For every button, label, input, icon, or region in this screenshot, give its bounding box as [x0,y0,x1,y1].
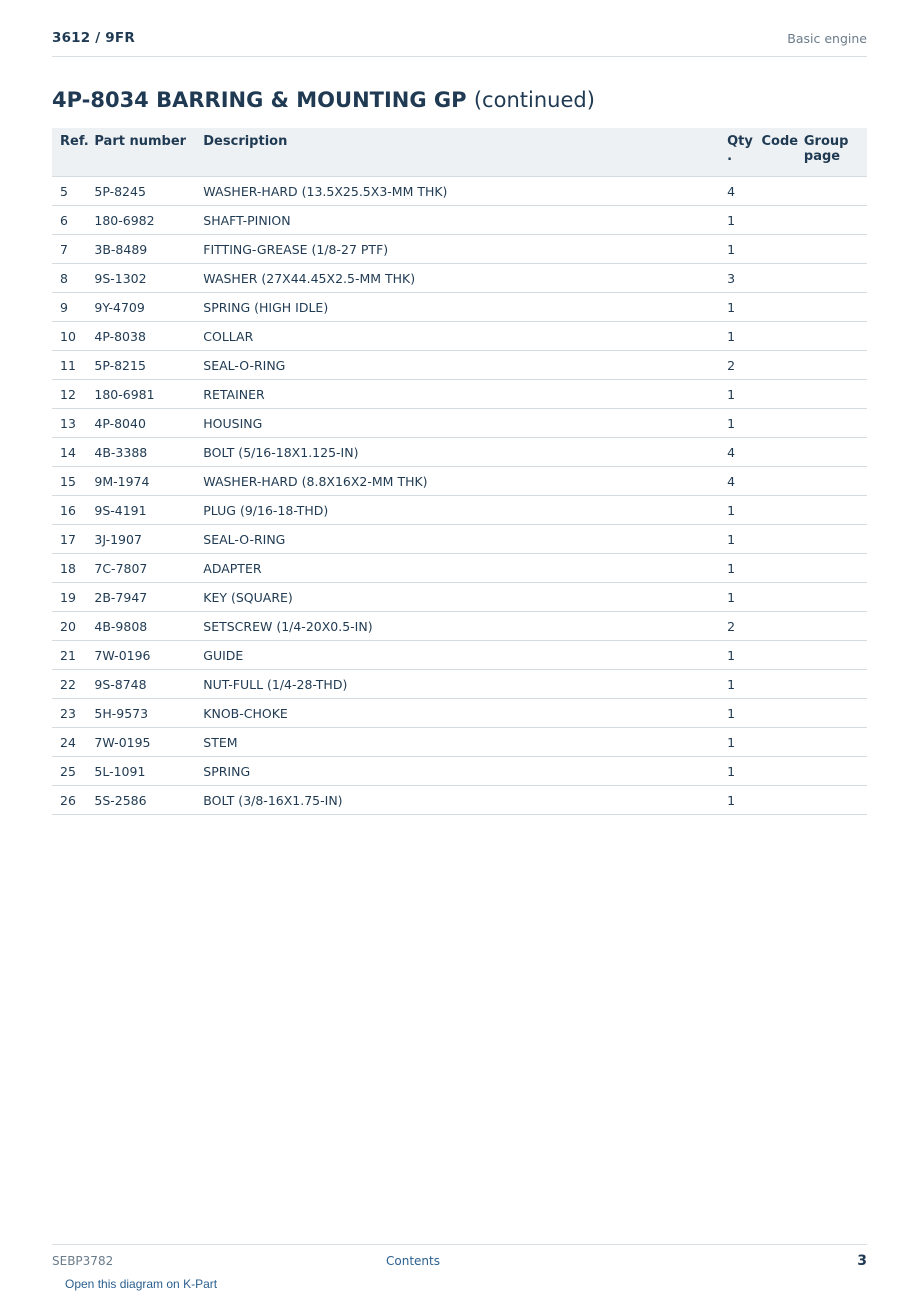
cell-qty: 1 [719,583,753,612]
cell-description: SHAFT-PINION [195,206,719,235]
cell-code [753,380,795,409]
cell-part-number: 3J-1907 [86,525,195,554]
col-header-description: Description [195,128,719,177]
cell-group-page [796,554,867,583]
cell-qty: 1 [719,525,753,554]
col-header-qty [719,128,753,177]
cell-group-page [796,525,867,554]
cell-part-number: 4B-9808 [86,612,195,641]
page-footer [52,1244,867,1275]
cell-part-number: 5H-9573 [86,699,195,728]
cell-ref: 18 [52,554,86,583]
cell-group-page [796,409,867,438]
cell-ref: 11 [52,351,86,380]
cell-qty: 1 [719,757,753,786]
cell-description: SPRING [195,757,719,786]
table-row [52,757,867,786]
cell-code [753,322,795,351]
cell-ref: 16 [52,496,86,525]
cell-description: KNOB-CHOKE [195,699,719,728]
cell-code [753,438,795,467]
cell-part-number: 4P-8038 [86,322,195,351]
cell-group-page [796,612,867,641]
table-row [52,264,867,293]
cell-group-page [796,757,867,786]
col-header-qty-line2: . [727,149,733,164]
table-row [52,293,867,322]
cell-description: ADAPTER [195,554,719,583]
cell-part-number: 5L-1091 [86,757,195,786]
cell-code [753,525,795,554]
cell-part-number: 5S-2586 [86,786,195,815]
cell-group-page [796,264,867,293]
col-header-group-page [796,128,867,177]
cell-group-page [796,583,867,612]
cell-code [753,757,795,786]
cell-qty: 1 [719,728,753,757]
cell-qty: 4 [719,177,753,206]
table-row [52,786,867,815]
cell-description: KEY (SQUARE) [195,583,719,612]
cell-ref: 13 [52,409,86,438]
table-row [52,554,867,583]
cell-group-page [796,438,867,467]
cell-description: PLUG (9/16-18-THD) [195,496,719,525]
table-row [52,351,867,380]
cell-description: WASHER (27X44.45X2.5-MM THK) [195,264,719,293]
table-row [52,235,867,264]
cell-part-number: 9S-4191 [86,496,195,525]
cell-part-number: 2B-7947 [86,583,195,612]
cell-code [753,641,795,670]
cell-qty: 1 [719,380,753,409]
cell-description: NUT-FULL (1/4-28-THD) [195,670,719,699]
table-row [52,612,867,641]
cell-description: FITTING-GREASE (1/8-27 PTF) [195,235,719,264]
table-row [52,206,867,235]
cell-code [753,699,795,728]
cell-description: COLLAR [195,322,719,351]
cell-ref: 14 [52,438,86,467]
cell-qty: 4 [719,438,753,467]
table-row [52,322,867,351]
cell-qty: 1 [719,641,753,670]
cell-description: WASHER-HARD (13.5X25.5X3-MM THK) [195,177,719,206]
cell-ref: 5 [52,177,86,206]
cell-part-number: 7W-0195 [86,728,195,757]
table-row [52,728,867,757]
cell-code [753,177,795,206]
cell-qty: 1 [719,322,753,351]
cell-ref: 12 [52,380,86,409]
cell-description: BOLT (5/16-18X1.125-IN) [195,438,719,467]
page-title [52,88,595,112]
cell-group-page [796,380,867,409]
cell-qty: 2 [719,612,753,641]
cell-qty: 3 [719,264,753,293]
cell-group-page [796,322,867,351]
cell-qty: 2 [719,351,753,380]
cell-code [753,264,795,293]
cell-code [753,612,795,641]
cell-description: STEM [195,728,719,757]
cell-qty: 1 [719,554,753,583]
cell-description: SPRING (HIGH IDLE) [195,293,719,322]
cell-ref: 25 [52,757,86,786]
cell-ref: 17 [52,525,86,554]
cell-code [753,351,795,380]
cell-ref: 22 [52,670,86,699]
cell-part-number: 9S-1302 [86,264,195,293]
cell-ref: 20 [52,612,86,641]
table-row [52,699,867,728]
col-header-ref: Ref. [52,128,86,177]
cell-qty: 1 [719,235,753,264]
col-header-code: Code [753,128,795,177]
parts-table-body [52,177,867,815]
page-header [52,28,867,57]
cell-ref: 21 [52,641,86,670]
cell-ref: 26 [52,786,86,815]
cell-ref: 6 [52,206,86,235]
cell-group-page [796,728,867,757]
table-row [52,467,867,496]
cell-part-number: 9Y-4709 [86,293,195,322]
cell-code [753,786,795,815]
cell-part-number: 9M-1974 [86,467,195,496]
cell-group-page [796,206,867,235]
cell-group-page [796,293,867,322]
cell-group-page [796,699,867,728]
cell-qty: 1 [719,786,753,815]
group-title: 4P-8034 BARRING & MOUNTING GP [52,88,467,112]
cell-group-page [796,496,867,525]
col-header-group-line1: Group [803,134,849,149]
cell-qty: 1 [719,409,753,438]
col-header-group-line2: page [803,149,841,164]
cell-code [753,409,795,438]
header-row [52,128,867,177]
document-id: SEBP3782 [52,1254,114,1268]
table-row [52,438,867,467]
cell-group-page [796,641,867,670]
table-row [52,496,867,525]
table-row [52,525,867,554]
cell-group-page [796,235,867,264]
cell-part-number: 4B-3388 [86,438,195,467]
page-number: 3 [857,1253,867,1269]
cell-code [753,293,795,322]
cell-code [753,467,795,496]
contents-link[interactable]: Contents [386,1254,440,1268]
table-row [52,670,867,699]
cell-group-page [796,351,867,380]
cell-code [753,728,795,757]
cell-description: RETAINER [195,380,719,409]
cell-part-number: 9S-8748 [86,670,195,699]
cell-ref: 19 [52,583,86,612]
table-row [52,409,867,438]
cell-part-number: 5P-8215 [86,351,195,380]
cell-qty: 1 [719,699,753,728]
table-row [52,380,867,409]
cell-code [753,670,795,699]
cell-part-number: 180-6982 [86,206,195,235]
cell-part-number: 180-6981 [86,380,195,409]
cell-part-number: 5P-8245 [86,177,195,206]
cell-part-number: 7C-7807 [86,554,195,583]
cell-ref: 23 [52,699,86,728]
cell-qty: 1 [719,206,753,235]
parts-table-header [52,128,867,177]
cell-description: GUIDE [195,641,719,670]
cell-description: SETSCREW (1/4-20X0.5-IN) [195,612,719,641]
cell-qty: 1 [719,293,753,322]
cell-ref: 8 [52,264,86,293]
cell-part-number: 3B-8489 [86,235,195,264]
cell-group-page [796,670,867,699]
cell-group-page [796,177,867,206]
cell-qty: 4 [719,467,753,496]
cell-group-page [796,786,867,815]
cell-code [753,496,795,525]
cell-ref: 15 [52,467,86,496]
parts-table [52,128,867,815]
cell-ref: 7 [52,235,86,264]
cell-ref: 9 [52,293,86,322]
cell-qty: 1 [719,496,753,525]
cell-description: HOUSING [195,409,719,438]
col-header-qty-line1: Qty [727,134,753,149]
table-row [52,583,867,612]
cell-part-number: 7W-0196 [86,641,195,670]
open-kpart-link[interactable]: Open this diagram on K-Part [65,1277,218,1291]
cell-code [753,554,795,583]
table-row [52,177,867,206]
cell-qty: 1 [719,670,753,699]
table-row [52,641,867,670]
section-label: Basic engine [787,31,867,46]
col-header-part-number: Part number [86,128,195,177]
model-label: 3612 / 9FR [52,30,135,46]
title-continued: (continued) [473,88,595,112]
cell-description: BOLT (3/8-16X1.75-IN) [195,786,719,815]
cell-description: WASHER-HARD (8.8X16X2-MM THK) [195,467,719,496]
cell-description: SEAL-O-RING [195,525,719,554]
cell-description: SEAL-O-RING [195,351,719,380]
cell-code [753,206,795,235]
cell-code [753,235,795,264]
cell-ref: 10 [52,322,86,351]
cell-part-number: 4P-8040 [86,409,195,438]
cell-ref: 24 [52,728,86,757]
cell-group-page [796,467,867,496]
cell-code [753,583,795,612]
